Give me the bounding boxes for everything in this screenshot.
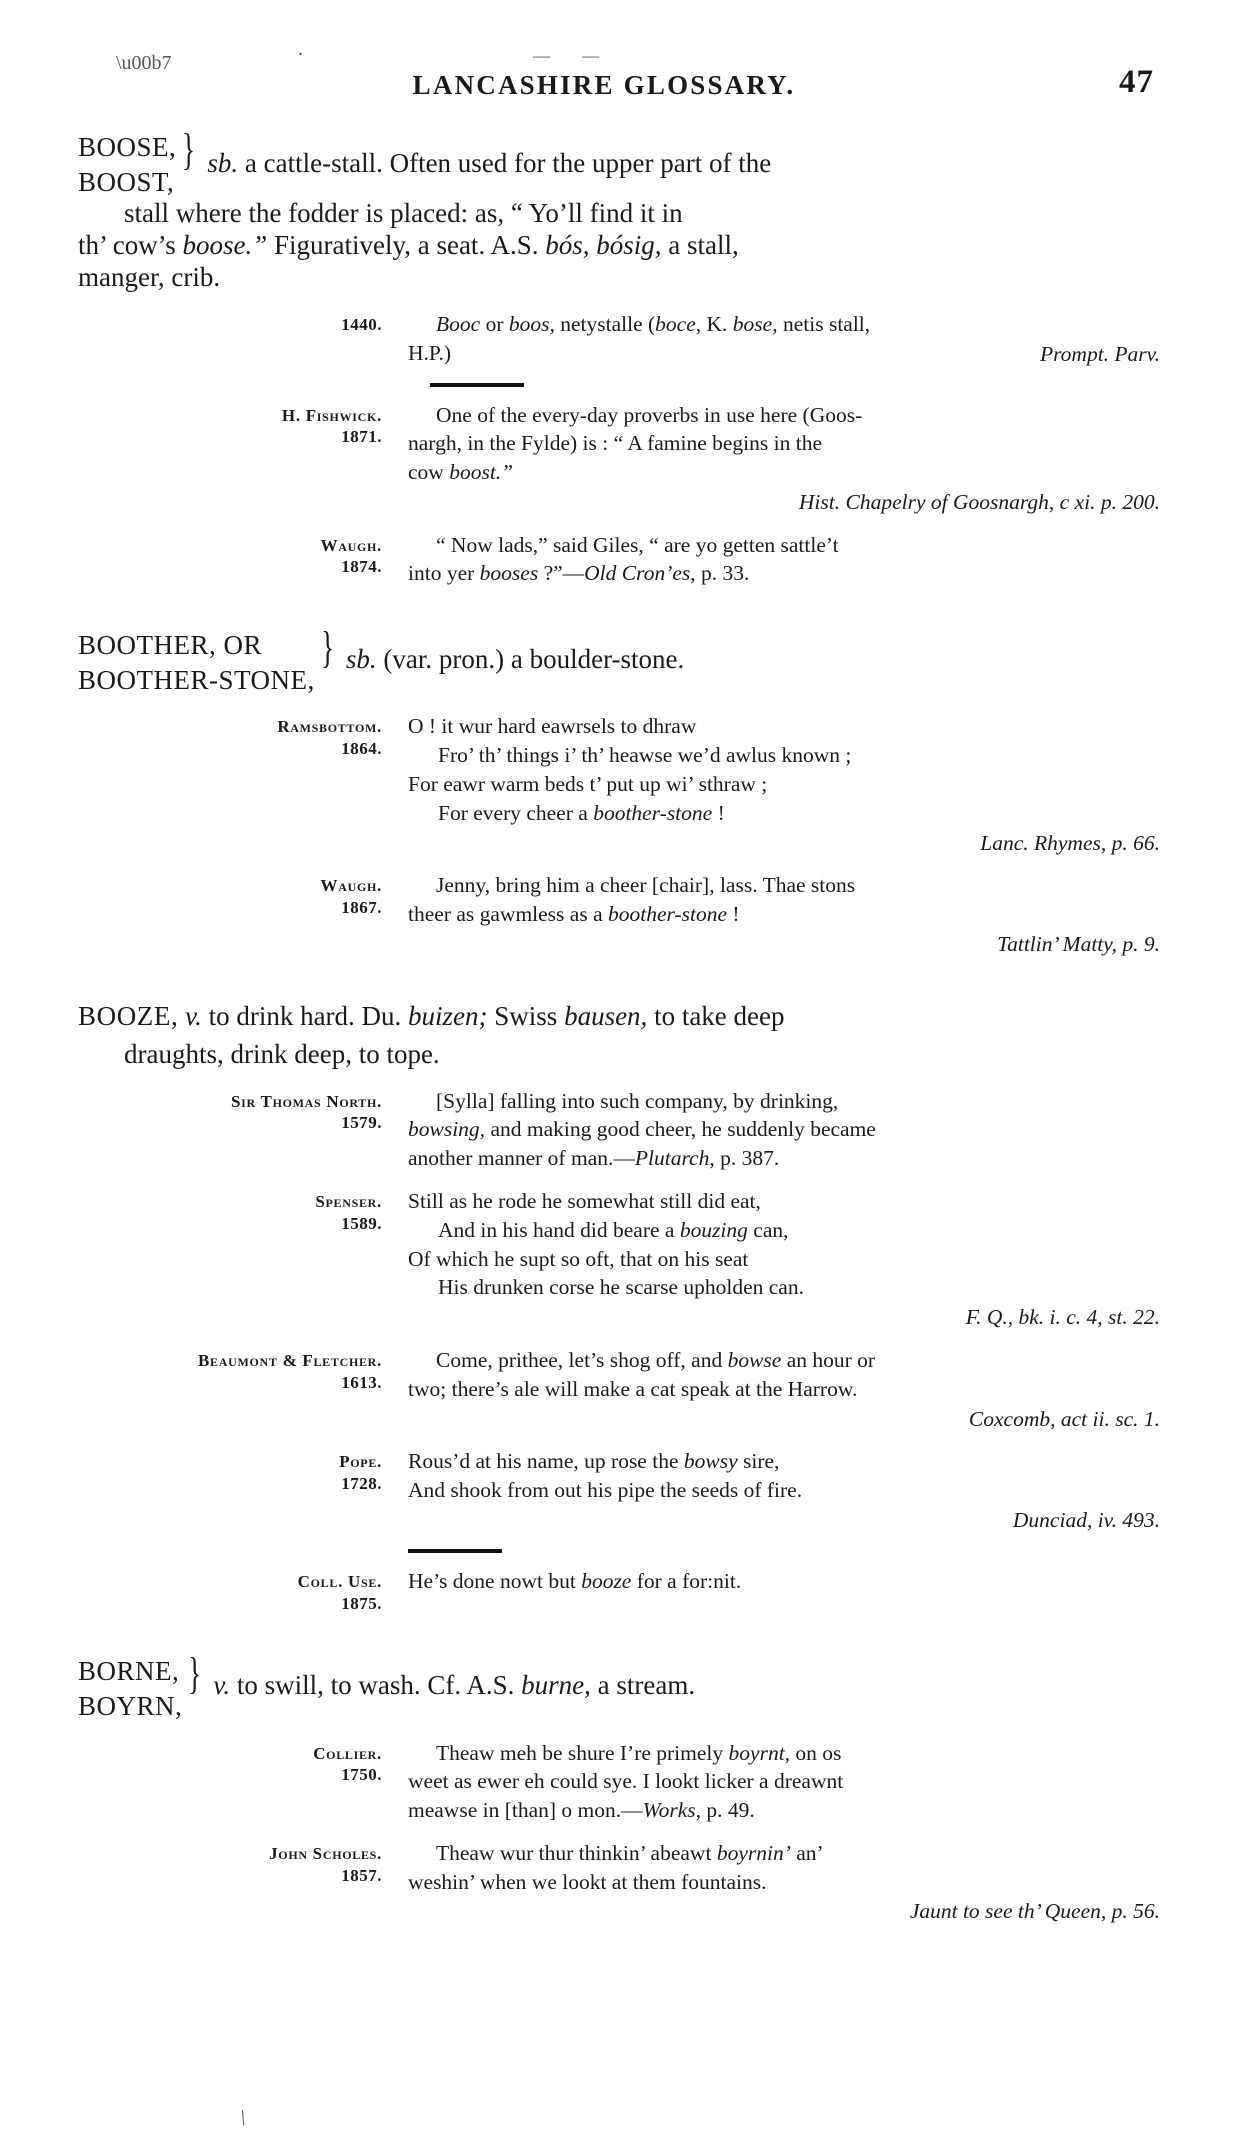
- source-author: Waugh.: [320, 876, 382, 896]
- definition-line: stall where the fodder is placed: as, “ Yo’ll find it in: [124, 198, 683, 229]
- quotation: [78, 712, 1160, 857]
- source-year: 1857.: [341, 1865, 382, 1885]
- speck-dashes: — —: [533, 46, 614, 65]
- quotation: [78, 1087, 1160, 1173]
- quotation-source: [78, 1839, 408, 1926]
- brace-glyph: }: [320, 623, 334, 673]
- quote-citation: Tattlin’ Matty, p. 9.: [997, 932, 1160, 957]
- quote-line: Jenny, bring him a cheer [chair], lass. Thae stons: [436, 873, 856, 898]
- quote-citation: Dunciad, iv. 493.: [1012, 1508, 1160, 1533]
- quote-line: One of the every-day proverbs in use here (Goos-: [436, 402, 863, 427]
- headword: BOOTHER-STONE,: [78, 665, 315, 696]
- quotation-source: [78, 871, 408, 958]
- page-number: 47: [1119, 64, 1154, 100]
- headword-stack: [78, 628, 315, 698]
- definition-line: v. to swill, to wash. Cf. A.S. burne, a stream.: [213, 1670, 696, 1701]
- source-year: 1440.: [341, 314, 382, 334]
- brace-glyph: }: [182, 125, 196, 174]
- divider-rule: [430, 383, 524, 387]
- definition-continued: [78, 196, 1160, 232]
- quotation-source: [78, 1447, 408, 1534]
- quote-line: Theaw wur thur thinkin’ abeawt boyrnin’ an’: [436, 1840, 824, 1865]
- speck-mark: \u00b7: [116, 52, 172, 74]
- definition-line: draughts, drink deep, to tope.: [124, 1038, 440, 1069]
- quote-line: bowsing, and making good cheer, he suddenly became: [408, 1117, 876, 1142]
- headword: BOYRN,: [78, 1691, 183, 1722]
- quote-citation: Jaunt to see th’ Queen, p. 56.: [909, 1899, 1160, 1924]
- divider-rule: [408, 1549, 502, 1553]
- quote-line: Come, prithee, let’s shog off, and bowse an hour or: [436, 1348, 876, 1373]
- source-year: 1874.: [341, 557, 382, 577]
- quote-line: meawse in [than] o mon.—Works, p. 49.: [408, 1798, 755, 1823]
- definition-line: sb. (var. pron.) a boulder-stone.: [345, 644, 685, 675]
- quotation-source: [78, 310, 408, 369]
- source-author: Pope.: [339, 1452, 382, 1472]
- source-year: 1579.: [341, 1113, 382, 1133]
- headword: BOOTHER, OR: [78, 630, 263, 661]
- quote-line: two; there’s ale will make a cat speak at the Harrow.: [408, 1376, 858, 1401]
- definition-continued: [78, 228, 1160, 264]
- quote-line: weshin’ when we lookt at them fountains.: [408, 1869, 767, 1894]
- definition-line: sb. a cattle-stall. Often used for the upper part of the: [207, 148, 772, 178]
- page-speck: \: [237, 2104, 250, 2131]
- quotation-body: [408, 310, 1160, 369]
- page-title: LANCASHIRE GLOSSARY.: [412, 70, 796, 100]
- source-year: 1875.: [341, 1593, 382, 1613]
- quote-line: theer as gawmless as a boother-stone !: [408, 902, 740, 927]
- quotation-body: [408, 1187, 1160, 1332]
- quotation-source: [78, 531, 408, 589]
- quotation-body: [408, 871, 1160, 958]
- quotation-body: [408, 1346, 1160, 1433]
- quotation: [78, 401, 1160, 517]
- entry-boose: [78, 125, 1160, 588]
- source-author: Ramsbottom.: [277, 717, 382, 737]
- verse-line: O ! it wur hard eawrsels to dhraw: [408, 714, 697, 739]
- quotation-body: [408, 1447, 1160, 1534]
- definition-line: manger, crib.: [78, 262, 221, 292]
- quote-citation: Hist. Chapelry of Goosnargh, c xi. p. 200.: [798, 489, 1160, 514]
- verse-line: Of which he supt so oft, that on his seat: [408, 1246, 749, 1271]
- quotation-source: [78, 1187, 408, 1332]
- source-author: Sir Thomas North.: [231, 1091, 382, 1111]
- source-year: 1589.: [341, 1213, 382, 1233]
- quotation-source: [78, 1087, 408, 1173]
- headword-group: [78, 125, 1160, 200]
- source-author: Coll. Use.: [297, 1571, 382, 1591]
- quote-citation: Lanc. Rhymes, p. 66.: [980, 830, 1160, 855]
- quote-line: nargh, in the Fylde) is : “ A famine begins in the: [408, 431, 823, 456]
- headword: BOOST,: [78, 167, 175, 198]
- quotation-source: [78, 1346, 408, 1433]
- headword-group: [78, 999, 1160, 1035]
- quotation-body: [408, 1087, 1160, 1173]
- quote-line: weet as ewer eh could sye. I lookt licker a dreawnt: [408, 1769, 844, 1794]
- source-year: 1728.: [341, 1474, 382, 1494]
- source-author: Collier.: [313, 1743, 382, 1763]
- quote-line: into yer booses ?”—Old Cron’es, p. 33.: [408, 561, 750, 586]
- quotation-body: [408, 401, 1160, 517]
- quote-line: Theaw meh be shure I’re primely boyrnt, on os: [436, 1740, 842, 1765]
- definition-line: th’ cow’s boose.” Figuratively, a seat. A.S. bós, bósig, a stall,: [78, 230, 739, 261]
- quotation: [78, 1739, 1160, 1825]
- headword-group: [78, 623, 1160, 698]
- verse-line: Rous’d at his name, up rose the bowsy sire,: [408, 1449, 780, 1474]
- quote-line: H.P.): [408, 340, 452, 365]
- verse-line: For every cheer a boother-stone !: [438, 800, 725, 825]
- definition-continued: [78, 260, 1160, 296]
- quote-line: He’s done nowt but booze for a for:nit.: [408, 1568, 742, 1593]
- source-year: 1867.: [341, 898, 382, 918]
- source-author: Spenser.: [315, 1192, 382, 1212]
- verse-line: And shook from out his pipe the seeds of fire.: [408, 1478, 803, 1503]
- quote-line: “ Now lads,” said Giles, “ are yo getten sattle’t: [436, 532, 839, 557]
- quotation: [78, 1447, 1160, 1534]
- quotation-source: [78, 712, 408, 857]
- source-year: 1871.: [341, 427, 382, 447]
- source-author: H. Fishwick.: [281, 405, 382, 425]
- entry-borne: [78, 1649, 1160, 1926]
- quote-citation: Coxcomb, act ii. sc. 1.: [968, 1406, 1160, 1431]
- quote-citation: Prompt. Parv.: [1039, 341, 1160, 366]
- source-author: Waugh.: [320, 535, 382, 555]
- headword: BOOSE,: [78, 132, 177, 162]
- verse-line: For eawr warm beds t’ put up wi’ sthraw ;: [408, 772, 768, 797]
- quotation-body: [408, 1739, 1160, 1825]
- quote-citation: F. Q., bk. i. c. 4, st. 22.: [965, 1305, 1160, 1330]
- definition-continued: [78, 1037, 1160, 1073]
- quotation: [78, 1567, 1160, 1615]
- quotation-body: [408, 1839, 1160, 1926]
- quote-line: cow boost.”: [408, 460, 514, 485]
- headword-stack: [78, 1654, 182, 1724]
- running-head: [78, 38, 1160, 112]
- definition-line: v. to drink hard. Du. buizen; Swiss bausen, to take deep: [185, 1000, 785, 1031]
- headword-group: [78, 1649, 1160, 1724]
- quotation-body: [408, 531, 1160, 589]
- source-author: John Scholes.: [269, 1843, 382, 1863]
- verse-line: Still as he rode he somewhat still did eat,: [408, 1189, 761, 1214]
- source-year: 1864.: [341, 739, 382, 759]
- quotation: [78, 1187, 1160, 1332]
- quotation: [78, 531, 1160, 589]
- quotation: [78, 1839, 1160, 1926]
- speck-mark-2: .: [298, 38, 303, 60]
- quotation-body: [408, 1567, 1160, 1615]
- quotation: [78, 871, 1160, 958]
- quotation-source: [78, 1739, 408, 1825]
- quotation: [78, 1346, 1160, 1433]
- headword: BOOZE,: [78, 1000, 179, 1031]
- quotation: [78, 310, 1160, 369]
- verse-line: Fro’ th’ things i’ th’ heawse we’d awlus known ;: [438, 743, 852, 768]
- verse-line: His drunken corse he scarse upholden can.: [438, 1275, 804, 1300]
- quote-line: [Sylla] falling into such company, by drinking,: [436, 1088, 839, 1113]
- headword: BORNE,: [78, 1656, 180, 1687]
- entry-boother: [78, 623, 1160, 959]
- headword-stack: [78, 130, 176, 200]
- quotation-source: [78, 401, 408, 517]
- verse-line: And in his hand did beare a bouzing can,: [438, 1217, 789, 1242]
- quotation-body: [408, 712, 1160, 857]
- source-author: Beaumont & Fletcher.: [198, 1351, 382, 1371]
- entry-booze: [78, 999, 1160, 1614]
- quotation-source: [78, 1567, 408, 1615]
- source-year: 1750.: [341, 1765, 382, 1785]
- brace-glyph: }: [188, 1649, 202, 1699]
- quote-line: Booc or boos, netystalle (boce, K. bose, netis stall,: [436, 311, 871, 336]
- source-year: 1613.: [341, 1372, 382, 1392]
- quote-line: another manner of man.—Plutarch, p. 387.: [408, 1146, 780, 1171]
